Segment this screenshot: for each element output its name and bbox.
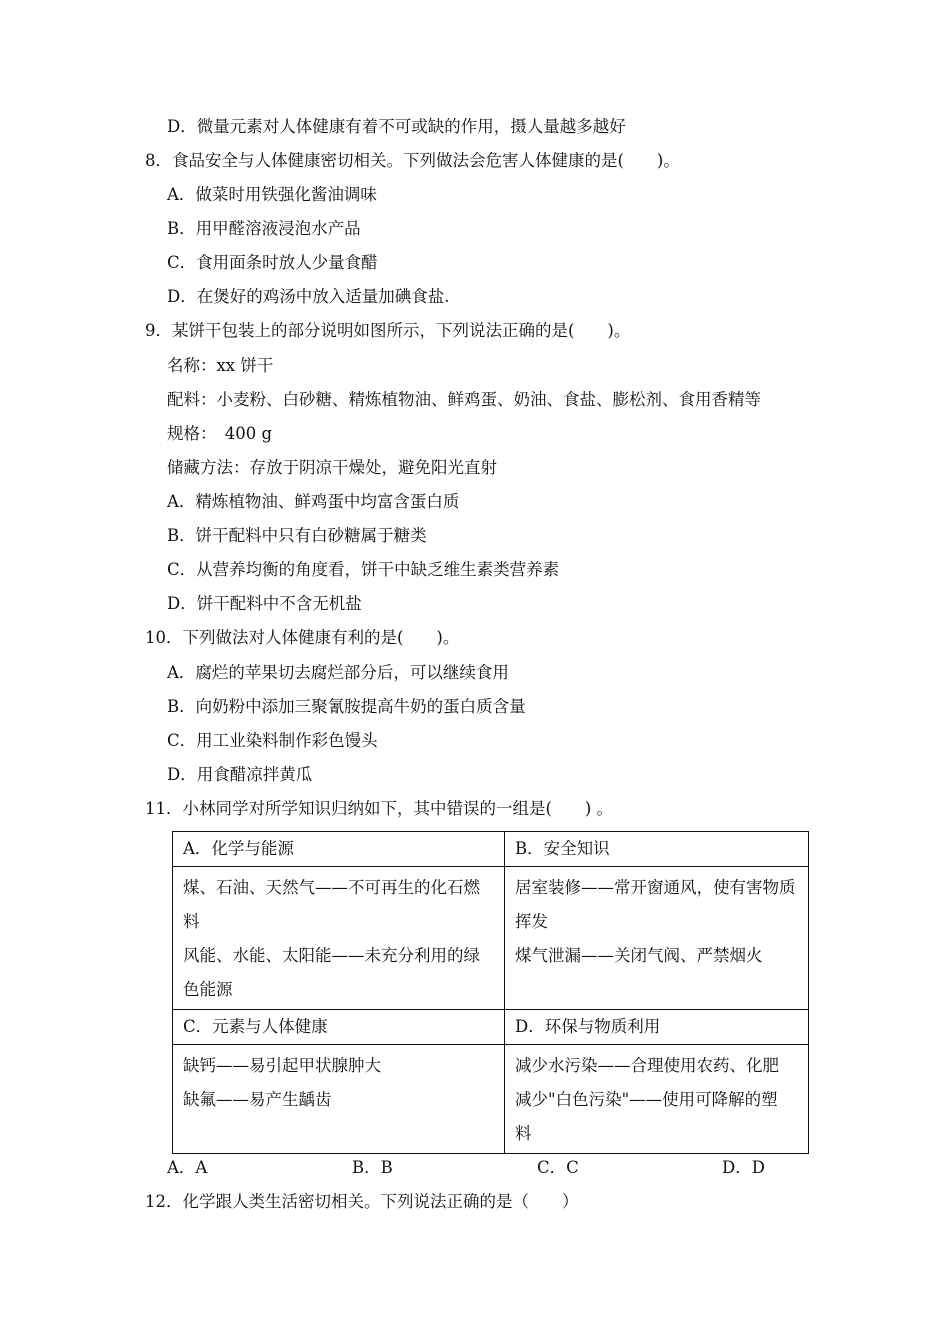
cell-c-line: 缺氟——易产生龋齿 (183, 1090, 332, 1109)
cell-a-header: A．化学与能源 (173, 832, 505, 867)
q12-stem: 12．化学跟人类生活密切相关。下列说法正确的是（ ） (145, 1192, 579, 1211)
cell-a-line: 煤、石油、天然气——不可再生的化石燃 (183, 878, 480, 897)
cell-b-header: B．安全知识 (505, 832, 809, 867)
q9-option-d: D．饼干配料中不含无机盐 (167, 594, 362, 613)
cell-c-header: C．元素与人体健康 (173, 1010, 505, 1045)
cell-b-line: 煤气泄漏——关闭气阀、严禁烟火 (515, 946, 763, 965)
q10-option-d: D．用食醋凉拌黄瓜 (167, 765, 313, 784)
q8-stem: 8．食品安全与人体健康密切相关。下列做法会危害人体健康的是( )。 (145, 151, 680, 170)
q10-option-c: C．用工业染料制作彩色馒头 (167, 731, 378, 750)
cell-c-line: 缺钙——易引起甲状腺肿大 (183, 1056, 381, 1075)
q9-info-storage: 储藏方法：存放于阴凉干燥处，避免阳光直射 (167, 458, 497, 477)
cell-a-line: 料 (183, 912, 200, 931)
cell-b-line: 挥发 (515, 912, 548, 931)
q11-answer-b: B．B (352, 1158, 393, 1177)
q10-option-b: B．向奶粉中添加三聚氰胺提高牛奶的蛋白质含量 (167, 697, 526, 716)
cell-d-header: D．环保与物质利用 (505, 1010, 809, 1045)
q11-answer-c: C．C (537, 1158, 579, 1177)
q10-option-a: A．腐烂的苹果切去腐烂部分后，可以继续食用 (167, 663, 509, 682)
q11-answer-a: A．A (167, 1158, 208, 1177)
q9-info-ingredients: 配料：小麦粉、白砂糖、精炼植物油、鲜鸡蛋、奶油、食盐、膨松剂、食用香精等 (167, 390, 761, 409)
cell-a-line: 色能源 (183, 980, 233, 999)
cell-d-line: 料 (515, 1124, 532, 1143)
cell-d-line: 减少"白色污染"——使用可降解的塑 (515, 1090, 778, 1109)
cell-d-content (505, 1045, 809, 1154)
q9-option-a: A．精炼植物油、鲜鸡蛋中均富含蛋白质 (167, 492, 460, 511)
q9-info-spec: 规格： 400 g (167, 424, 273, 443)
cell-a-line: 风能、水能、太阳能——未充分利用的绿 (183, 946, 480, 965)
q9-info-name: 名称：xx 饼干 (167, 356, 274, 375)
q9-stem: 9．某饼干包装上的部分说明如图所示，下列说法正确的是( )。 (145, 321, 631, 340)
knowledge-table (172, 831, 809, 1154)
q8-option-b: B．用甲醛溶液浸泡水产品 (167, 219, 361, 238)
cell-c-content (173, 1045, 505, 1154)
q9-option-b: B．饼干配料中只有白砂糖属于糖类 (167, 526, 427, 545)
q11-stem: 11．小林同学对所学知识归纳如下，其中错误的一组是( ) 。 (145, 799, 614, 818)
q11-answer-d: D．D (722, 1158, 765, 1177)
q7-option-d: D．微量元素对人体健康有着不可或缺的作用，摄人量越多越好 (167, 117, 626, 136)
q10-stem: 10．下列做法对人体健康有利的是( )。 (145, 628, 460, 647)
q8-option-d: D．在煲好的鸡汤中放入适量加碘食盐. (167, 287, 450, 306)
cell-a-content (173, 867, 505, 1010)
q8-option-a: A．做菜时用铁强化酱油调味 (167, 185, 377, 204)
q9-option-c: C．从营养均衡的角度看，饼干中缺乏维生素类营养素 (167, 560, 560, 579)
cell-b-content (505, 867, 809, 1010)
cell-b-line: 居室装修——常开窗通风，使有害物质 (515, 878, 796, 897)
cell-d-line: 减少水污染——合理使用农药、化肥 (515, 1056, 779, 1075)
q8-option-c: C．食用面条时放人少量食醋 (167, 253, 378, 272)
